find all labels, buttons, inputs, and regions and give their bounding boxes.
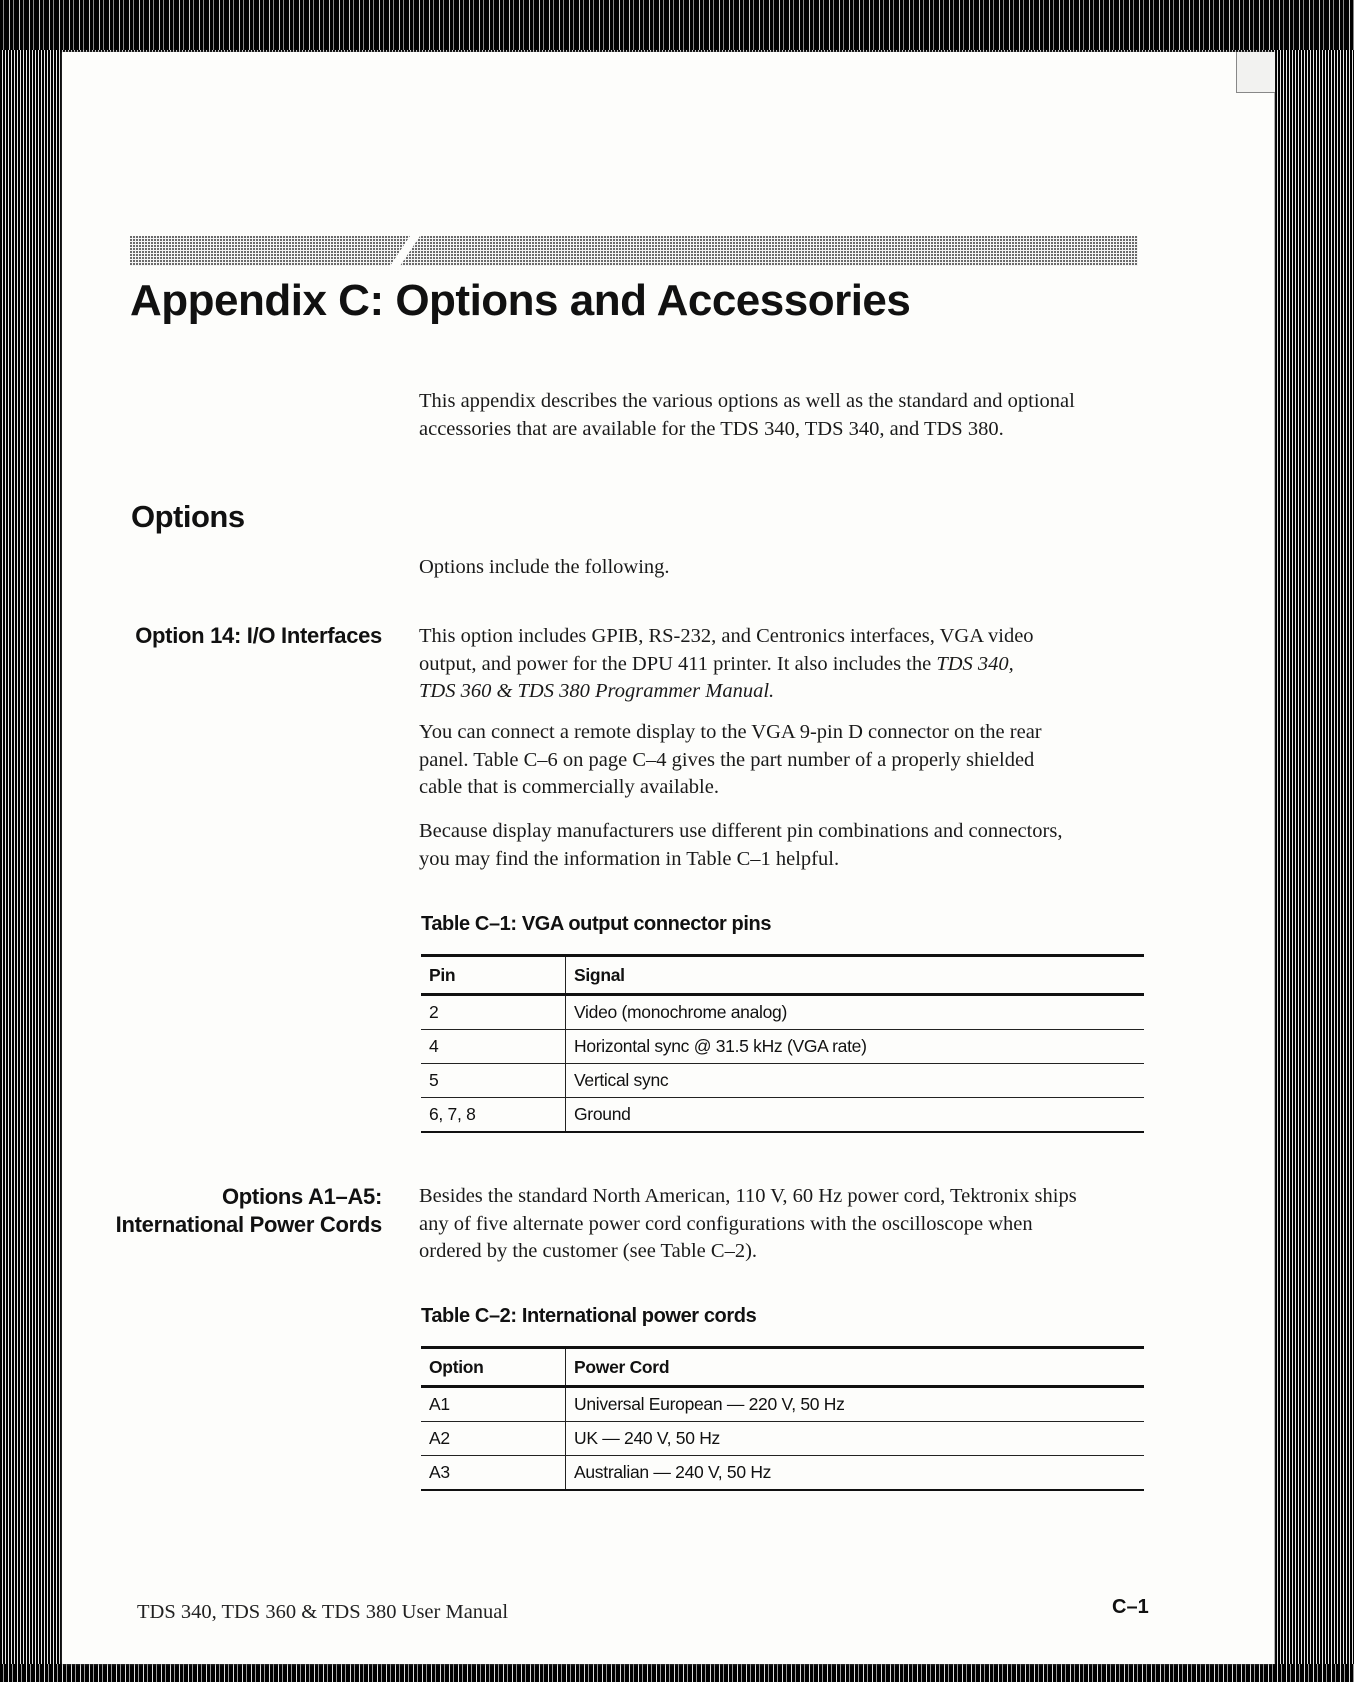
table2-caption: Table C–2: International power cords <box>421 1305 757 1327</box>
paragraph-line: This option includes GPIB, RS-232, and Centronics interfaces, VGA video <box>419 625 1034 647</box>
paragraph-line: Besides the standard North American, 110 V, 60 Hz power cord, Tektronix ships <box>419 1185 1077 1207</box>
table-header-row <box>421 1348 1144 1387</box>
manual-title-italic: TDS 340, <box>936 652 1014 675</box>
options-a-heading <box>116 1183 382 1239</box>
footer-manual-title: TDS 340, TDS 360 & TDS 380 User Manual <box>137 1601 509 1623</box>
column-header: Pin <box>421 956 566 995</box>
options-intro: Options include the following. <box>419 556 670 578</box>
table-row <box>421 1456 1144 1491</box>
page-title: Appendix C: Options and Accessories <box>130 276 911 325</box>
scan-top-noise <box>0 0 1354 50</box>
paragraph-line: panel. Table C–6 on page C–4 gives the part number of a properly shielded <box>419 748 1035 771</box>
footer-page-number: C–1 <box>1112 1596 1149 1618</box>
table1-caption: Table C–1: VGA output connector pins <box>421 913 772 935</box>
table-cell: Ground <box>566 1098 1145 1133</box>
heading-line: International Power Cords <box>115 1212 382 1237</box>
page-corner <box>1236 52 1275 93</box>
table-cell: Horizontal sync @ 31.5 kHz (VGA rate) <box>566 1030 1145 1064</box>
option14-paragraph-3 <box>419 818 1139 873</box>
paragraph-line: cable that is commercially available. <box>419 776 719 798</box>
table-row <box>421 1098 1144 1133</box>
table-cell: A1 <box>421 1387 566 1422</box>
table-row <box>421 1030 1144 1064</box>
table-cell: A2 <box>421 1422 566 1456</box>
paragraph-line: output, and power for the DPU 411 printer. It also includes the TDS 340, <box>419 652 1014 675</box>
intro-paragraph <box>419 388 1139 443</box>
table-cell: 4 <box>421 1030 566 1064</box>
table-header-row <box>421 956 1144 995</box>
column-header: Power Cord <box>566 1348 1145 1387</box>
manual-title-italic: TDS 360 & TDS 380 Programmer Manual. <box>419 680 775 702</box>
table-cell: 5 <box>421 1064 566 1098</box>
power-cords-table <box>421 1346 1144 1491</box>
scan-bottom-noise <box>0 1664 1354 1682</box>
column-header: Signal <box>566 956 1145 995</box>
paragraph-line <box>419 678 1139 706</box>
paragraph-line: ordered by the customer (see Table C–2). <box>419 1240 758 1262</box>
table-cell: Australian — 240 V, 50 Hz <box>566 1456 1145 1491</box>
paragraph-line: Because display manufacturers use different pin combinations and connectors, <box>419 820 1063 842</box>
table-cell: Video (monochrome analog) <box>566 995 1145 1030</box>
column-header: Option <box>421 1348 566 1387</box>
table-cell: UK — 240 V, 50 Hz <box>566 1422 1145 1456</box>
table-cell: A3 <box>421 1456 566 1491</box>
table-cell: 2 <box>421 995 566 1030</box>
table-row <box>421 1422 1144 1456</box>
intro-line: accessories that are available for the TDS 340, TDS 340, and TDS 380. <box>419 417 1004 440</box>
options-a-paragraph <box>419 1183 1139 1266</box>
intro-line: This appendix describes the various options as well as the standard and optional <box>419 390 1075 412</box>
paragraph-line: you may find the information in Table C–1 helpful. <box>419 847 840 870</box>
table-cell: 6, 7, 8 <box>421 1098 566 1133</box>
option14-paragraph-1 <box>419 623 1139 706</box>
paragraph-line: You can connect a remote display to the VGA 9-pin D connector on the rear <box>419 721 1042 743</box>
table-row <box>421 1387 1144 1422</box>
options-heading: Options <box>131 499 245 534</box>
heading-line: Options A1–A5: <box>221 1184 382 1209</box>
vga-pins-table <box>421 954 1144 1133</box>
table-cell: Universal European — 220 V, 50 Hz <box>566 1387 1145 1422</box>
option14-paragraph-2 <box>419 719 1139 802</box>
table-row <box>421 995 1144 1030</box>
paragraph-line: any of five alternate power cord configurations with the oscilloscope when <box>419 1212 1033 1235</box>
appendix-banner <box>130 236 1138 266</box>
option14-heading: Option 14: I/O Interfaces <box>135 623 382 648</box>
table-cell: Vertical sync <box>566 1064 1145 1098</box>
table-row <box>421 1064 1144 1098</box>
